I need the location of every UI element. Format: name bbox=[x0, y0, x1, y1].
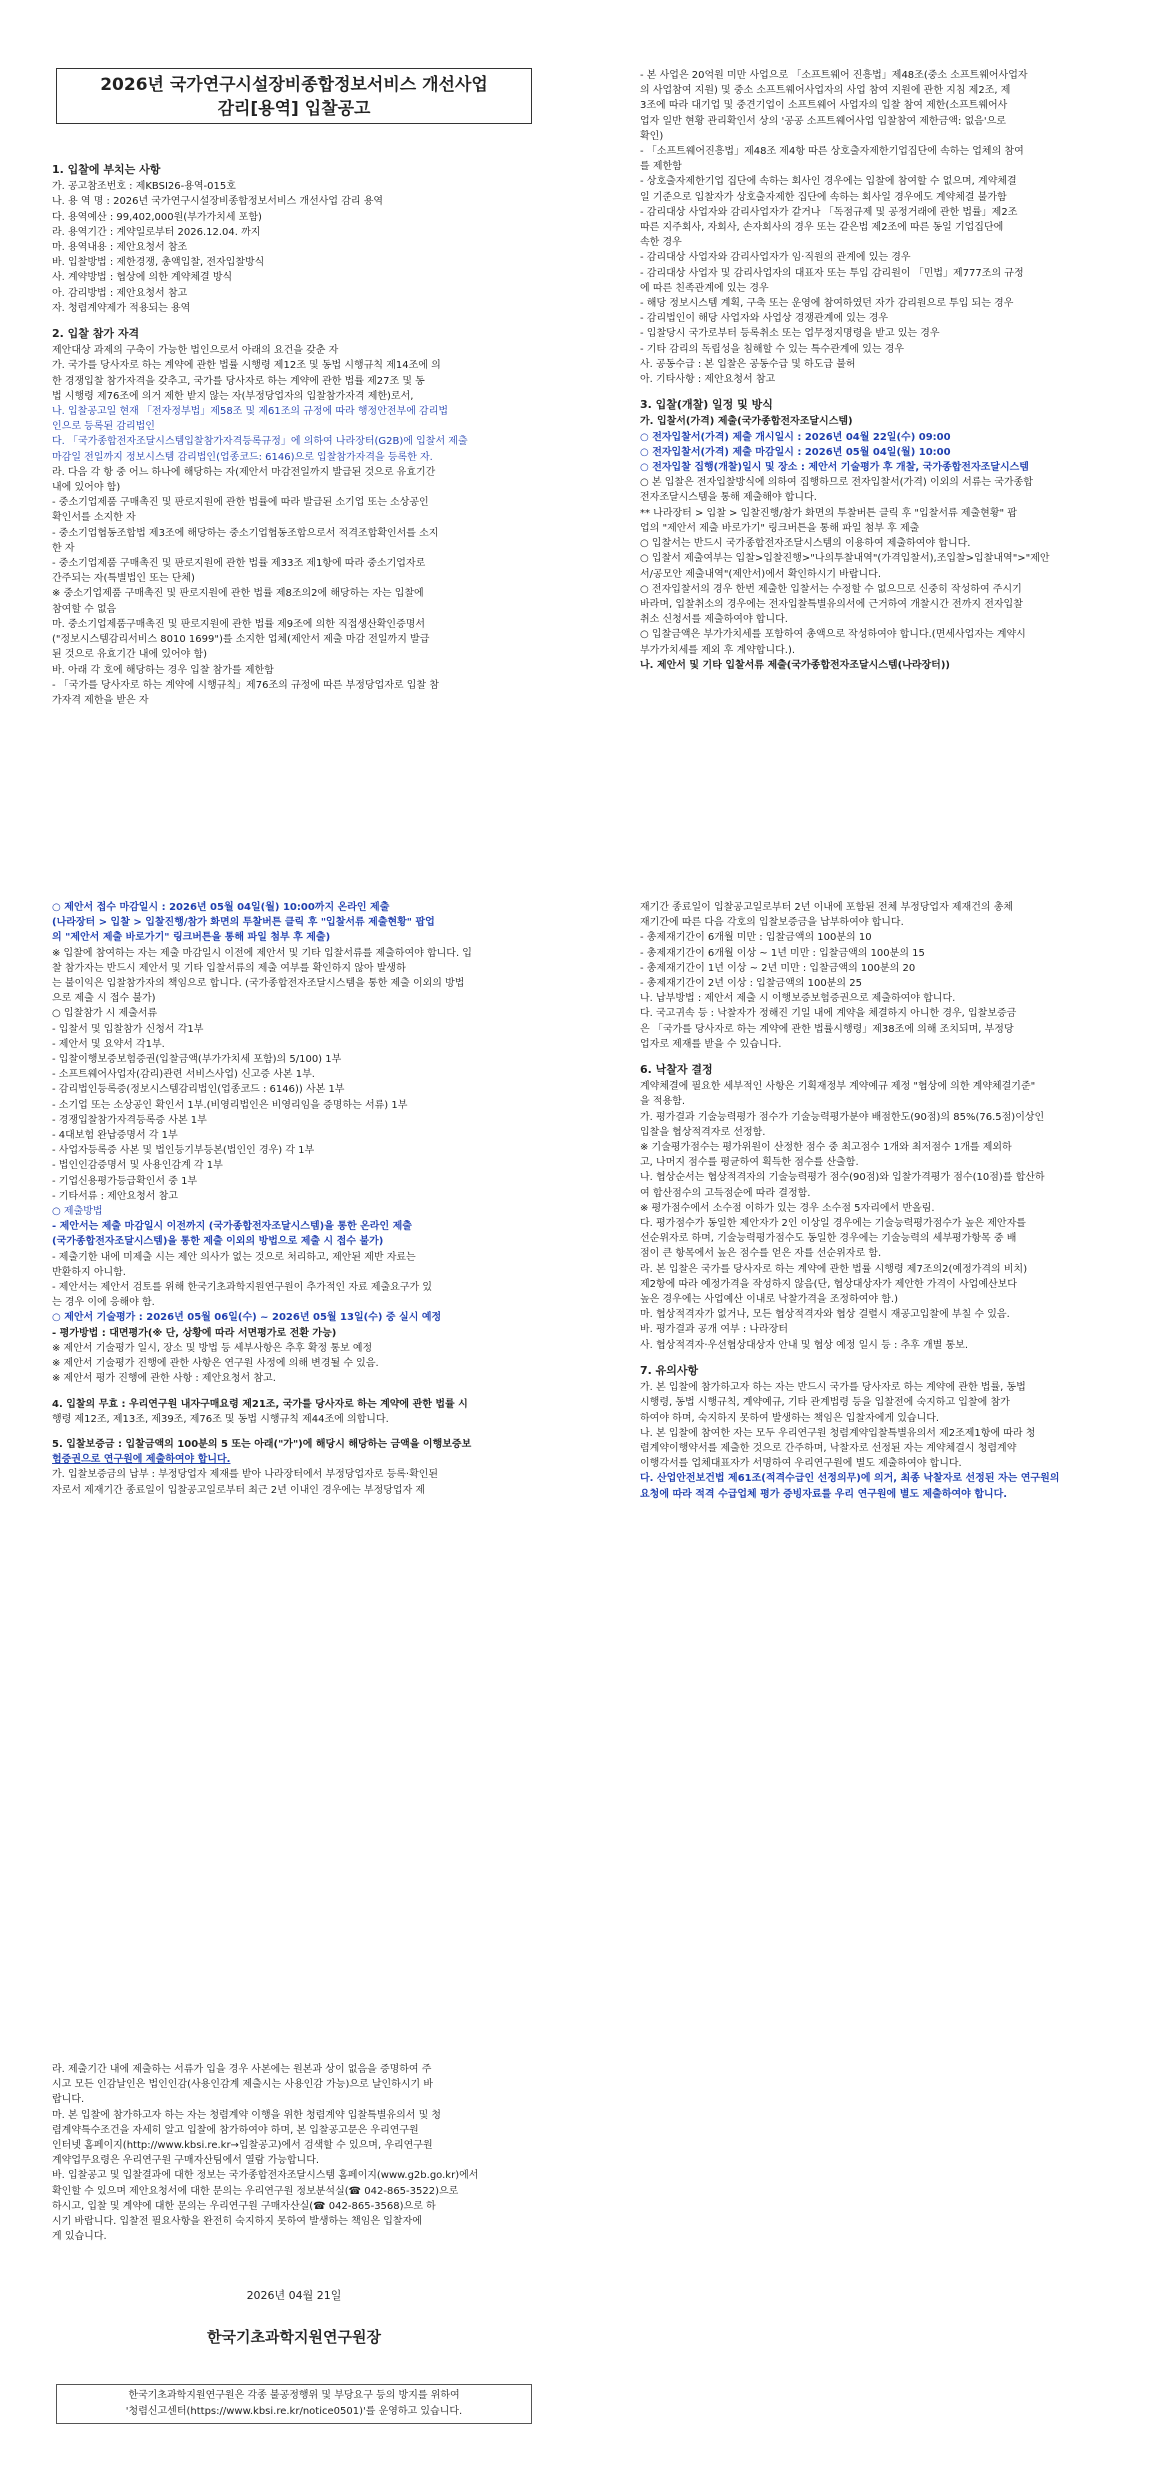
text-line: - 총제재기간이 1년 이상 ~ 2년 미만 : 입찰금액의 100분의 20 bbox=[640, 962, 916, 974]
text-line: 참여할 수 없음 bbox=[52, 603, 117, 615]
text-line: - 사업자등록증 사본 및 법인등기부등본(법인인 경우) 각 1부 bbox=[52, 1145, 315, 1157]
text-line: 나. 협상순서는 협상적격자의 기술능력평가 점수(90점)와 입찰가격평가 점수(10점)를 합산하 bbox=[640, 1172, 1045, 1184]
text-line: 의 사업참여 지원) 및 중소 소프트웨어사업자의 사업 참여 지원에 관한 지침 제2조, 제 bbox=[640, 85, 1011, 97]
text-line: ○ 전자입찰서(가격) 제출 마감일시 : 2026년 05월 04일(월) 10:00 bbox=[640, 446, 951, 458]
text-line: ※ 기술평가점수는 평가위원이 산정한 점수 중 최고점수 1개와 최저점수 1개를 제외하 bbox=[640, 1142, 1012, 1154]
text-line: 가. 공고참조번호 : 제KBSI26-용역-015호 bbox=[52, 181, 236, 193]
text-line: 자로서 제재기간 종료일이 입찰공고일로부터 최근 2년 이내인 경우에는 부정당업자 제 bbox=[52, 1484, 426, 1496]
text-line: 를 제한함 bbox=[640, 161, 682, 173]
text-line: 가. 평가결과 기술능력평가 점수가 기술능력평가분야 배점한도(90점)의 85%(76.5점)이상인 bbox=[640, 1111, 1045, 1123]
text-line: 시고 모든 인감날인은 법인인감(사용인감계 제출시는 사용인감 가능)으로 날인하시기 바 bbox=[52, 2079, 433, 2091]
text-line: 는 경우 이에 응해야 함. bbox=[52, 1297, 155, 1309]
section-heading: 2. 입찰 참가 자격 bbox=[52, 327, 140, 341]
text-line: 점이 큰 항목에서 높은 점수를 얻은 자를 선순위자로 함. bbox=[640, 1248, 882, 1260]
text-line: 취소 신청서를 제출하여야 합니다. bbox=[640, 614, 788, 626]
text-line: ○ 전자입찰 집행(개찰)일시 및 장소 : 제안서 기술평가 후 개찰, 국가종합전자조달시스템 bbox=[640, 462, 1029, 474]
text-line: 아. 감리방법 : 제안요청서 참고 bbox=[52, 287, 188, 299]
text-line: 전자조달시스템을 통해 제출해야 합니다. bbox=[640, 492, 817, 504]
text-line: 업자로 제재를 받을 수 있습니다. bbox=[640, 1038, 782, 1050]
title-line1: 2026년 국가연구시설장비종합정보서비스 개선사업 bbox=[100, 75, 488, 95]
text-line: - 해당 정보시스템 계획, 구축 또는 운영에 참여하였던 자가 감리원으로 투입 되는 경우 bbox=[640, 298, 1014, 310]
text-line: 4. 입찰의 무효 : 우리연구원 내자구매요령 제21조, 국가를 당사자로 하는 계약에 관한 법률 시 bbox=[52, 1398, 468, 1410]
text-line: ※ 제안서 기술평가 진행에 관한 사항은 연구원 사정에 의해 변경될 수 있음. bbox=[52, 1358, 379, 1370]
text-line: - 「소프트웨어진흥법」제48조 제4항 따른 상호출자제한기업집단에 속하는 업체의 참여 bbox=[640, 146, 1024, 158]
section-heading: 1. 입찰에 부치는 사항 bbox=[52, 163, 161, 176]
text-line: - 법인인감증명서 및 사용인감계 각 1부 bbox=[52, 1160, 223, 1172]
text-line: 내에 있어야 함) bbox=[52, 482, 121, 494]
text-line: ** 나라장터 > 입찰 > 입찰진행/참가 화면의 투찰버튼 클릭 후 "입찰서류 제출현황" 팝 bbox=[640, 507, 1017, 519]
text-line: 찰 참가자는 반드시 제안서 및 기타 입찰서류의 제출 여부를 확인하지 않아 발생하 bbox=[52, 962, 406, 974]
text-line: - 제안서 및 요약서 각1부. bbox=[52, 1038, 165, 1050]
text-line: 선순위자로 하며, 기술능력평가점수도 동일한 경우에는 기술능력의 세부평가항목 중 배 bbox=[640, 1233, 1017, 1245]
text-line: - 입찰서 및 입찰참가 신청서 각1부 bbox=[52, 1023, 204, 1035]
text-line: 간주되는 자(특별법인 또는 단체) bbox=[52, 573, 195, 585]
text-line: 가. 본 입찰에 참가하고자 하는 자는 반드시 국가를 당사자로 하는 계약에 관한 법률, 동법 bbox=[640, 1382, 1026, 1394]
text-line: 업자 일반 현황 관리확인서 상의 '공공 소프트웨어사업 입찰참여 제한금액: 없음'으로 bbox=[640, 115, 1006, 127]
text-line: ○ 입찰금액은 부가가치세를 포함하여 총액으로 작성하여야 합니다.(면세사업자는 계약시 bbox=[640, 629, 1026, 641]
text-line: - 상호출자제한기업 집단에 속하는 회사인 경우에는 입찰에 참여할 수 없으며, 계약체결 bbox=[640, 176, 1017, 188]
text-line: 인으로 등록된 감리법인 bbox=[52, 421, 155, 433]
text-line: - 제안서는 제안서 검토를 위해 한국기초과학지원연구원이 추가적인 자료 제출요구가 있 bbox=[52, 1282, 432, 1294]
text-line: 사. 협상적격자·우선협상대상자 안내 및 협상 예정 일시 등 : 추후 개별 통보. bbox=[640, 1339, 969, 1351]
text-line: 마. 중소기업제품구매촉진 및 판로지원에 관한 법률 제9조에 의한 직접생산확인증명서 bbox=[52, 618, 426, 630]
text-line: 렴계약이행약서를 제출한 것으로 간주하며, 낙찰자로 선정된 자는 계약체결시 청렴계약 bbox=[640, 1442, 1017, 1454]
text-line: ○ 제안서 기술평가 : 2026년 05월 06일(수) ~ 2026년 05월 13일(수) 중 실시 예정 bbox=[52, 1312, 442, 1324]
text-line: ○ 전자입찰서(가격) 제출 개시일시 : 2026년 04월 22일(수) 09:00 bbox=[640, 431, 951, 443]
text-line: 사. 계약방법 : 협상에 의한 계약체결 방식 bbox=[52, 272, 233, 284]
text-line: ○ 입찰서 제출여부는 입찰>입찰진행>"나의투찰내역"(가격입찰서),조입찰>입찰내역">"제안 bbox=[640, 553, 1050, 565]
organization-name: 한국기초과학지원연구원장 bbox=[207, 2328, 381, 2346]
text-line: 마. 협상적격자가 없거나, 모든 협상적격자와 협상 결렬시 재공고입찰에 부칠 수 있음. bbox=[640, 1309, 1010, 1321]
text-line: 확인할 수 있으며 제안요청서에 대한 문의는 우리연구원 정보분석실(☎ 042-865-3522)으로 bbox=[52, 2185, 459, 2197]
text-line: 렴계약특수조건을 자세히 알고 입찰에 참가하여야 하며, 본 입찰공고문은 우리연구원 bbox=[52, 2124, 419, 2136]
section-5-7 bbox=[640, 900, 1140, 1502]
text-line: 다. 「국가종합전자조달시스템입찰참가자격등록규정」에 의하여 나라장터(G2B)에 입찰서 제출 bbox=[52, 436, 468, 448]
text-line: - 기업신용평가등급확인서 중 1부 bbox=[52, 1175, 198, 1187]
text-line: - 소프트웨어사업자(감리)관련 서비스사업) 신고증 사본 1부. bbox=[52, 1069, 315, 1081]
integrity-line2: '청렴신고센터(https://www.kbsi.re.kr/notice0501)'를 운영하고 있습니다. bbox=[125, 2406, 463, 2417]
text-line: 라. 본 입찰은 국가를 당사자로 하는 계약에 관한 법률 시행령 제7조의2(예정가격의 비치) bbox=[640, 1263, 1028, 1275]
text-line: - 제안서는 제출 마감일시 이전까지 (국가종합전자조달시스템)을 통한 온라인 제출 bbox=[52, 1221, 412, 1233]
text-line: 바. 입찰방법 : 제한경쟁, 총액입찰, 전자입찰방식 bbox=[52, 257, 265, 269]
text-line: 나. 제안서 및 기타 입찰서류 제출(국가종합전자조달시스템(나라장터)) bbox=[640, 659, 950, 671]
text-line: 가자격 제한을 받은 자 bbox=[52, 694, 149, 706]
text-line: 된 것으로 유효기간 내에 있어야 함) bbox=[52, 649, 208, 661]
text-line: 제2항에 따라 예정가격을 작성하지 않음(단, 협상대상자가 제안한 가격이 사업예산보다 bbox=[640, 1278, 1017, 1290]
text-line: ○ 본 입찰은 전자입찰방식에 의하여 집행하므로 전자입찰서(가격) 이외의 서류는 국가종합 bbox=[640, 477, 1033, 489]
text-line: 한 경쟁입찰 참가자격을 갖추고, 국가를 당사자로 하는 계약에 관한 법률 제27조 및 동 bbox=[52, 375, 425, 387]
text-line: 높은 경우에는 사업예산 이내로 낙찰가격을 조정하여야 함.) bbox=[640, 1294, 898, 1306]
text-line: ○ 전자입찰서의 경우 한번 제출한 입찰서는 수정할 수 없으므로 신중히 작성하여 주시기 bbox=[640, 583, 1022, 595]
integrity-notice bbox=[56, 2384, 532, 2424]
integrity-line1: 한국기초과학지원연구원은 각종 불공정행위 및 부당요구 등의 방지를 위하여 bbox=[128, 2390, 460, 2401]
text-line: - 감리대상 사업자와 감리사업자가 임·직원의 관계에 있는 경우 bbox=[640, 252, 911, 264]
text-line: 은 「국가를 당사자로 하는 계약에 관한 법률시행령」제38조에 의해 조치되며, 부정당 bbox=[640, 1023, 1014, 1035]
text-line: 일 기준으로 입찰자가 상호출자제한 집단에 속하는 회사일 경우에도 계약체결 불가함 bbox=[640, 191, 1007, 203]
text-line: 나. 입찰공고일 현재 「전자정부법」제58조 및 제61조의 규정에 따라 행정안전부에 감리법 bbox=[52, 406, 449, 418]
text-line: 제안대상 과제의 구축이 가능한 법인으로서 아래의 요건을 갖춘 자 bbox=[52, 345, 339, 357]
text-line: 마감일 전일까지 정보시스템 감리법인(업종코드: 6146)으로 입찰참가자격을 등록한 자. bbox=[52, 451, 433, 463]
text-line: 사. 공동수급 : 본 입찰은 공동수급 및 하도급 불허 bbox=[640, 358, 856, 370]
text-line: 다. 평가점수가 동일한 제안자가 2인 이상일 경우에는 기술능력평가점수가 높은 제안자를 bbox=[640, 1218, 1026, 1230]
text-line: 을 적용함. bbox=[640, 1096, 685, 1108]
text-line: - 입찰당시 국가로부터 등록취소 또는 업무정지명령을 받고 있는 경우 bbox=[640, 328, 940, 340]
section-7-cont bbox=[52, 2062, 552, 2244]
text-line: 다. 산업안전보건법 제61조(적격수급인 선정의무)에 의거, 최종 낙찰자로 선정된 자는 연구원의 bbox=[640, 1473, 1060, 1485]
text-line: 재기간에 따른 다음 각호의 입찰보증금을 납부하여야 합니다. bbox=[640, 917, 904, 929]
text-line: 업의 "제안서 제출 바로가기" 링크버튼을 통해 파일 첨부 후 제출 bbox=[640, 522, 920, 534]
text-line: - 본 사업은 20억원 미만 사업으로 「소프트웨어 진흥법」제48조(중소 소프트웨어사업자 bbox=[640, 70, 1028, 81]
text-line: - 감리법인이 해당 사업자와 사업상 경쟁관계에 있는 경우 bbox=[640, 313, 889, 325]
text-line: 라. 용역기간 : 계약일로부터 2026.12.04. 까지 bbox=[52, 226, 261, 238]
text-line: 으로 제출 시 접수 불가) bbox=[52, 993, 156, 1005]
text-line: - 총제재기간이 6개월 이상 ~ 1년 미만 : 입찰금액의 100분의 15 bbox=[640, 947, 925, 959]
text-line: 3조에 따라 대기업 및 중견기업이 소프트웨어 사업자의 입찰 참여 제한(소프트웨어사 bbox=[640, 100, 1008, 112]
text-line: ※ 평가점수에서 소수점 이하가 있는 경우 소수점 5자리에서 반올림. bbox=[640, 1202, 935, 1214]
section-2-3 bbox=[640, 68, 1140, 673]
text-line: (나라장터 > 입찰 > 입찰진행/참가 화면의 투찰버튼 클릭 후 "입찰서류 제출현황" 팝업 bbox=[52, 917, 435, 929]
text-line: 고, 나머지 점수를 평균하여 획득한 점수를 산출함. bbox=[640, 1157, 859, 1169]
text-line: 확인) bbox=[640, 130, 664, 142]
text-line: 아. 기타사항 : 제안요청서 참고 bbox=[640, 374, 776, 386]
text-line: 랍니다. bbox=[52, 2094, 85, 2106]
text-line: 속한 경우 bbox=[640, 237, 682, 249]
text-line: 바. 아래 각 호에 해당하는 경우 입찰 참가를 제한함 bbox=[52, 664, 274, 676]
text-line: 나. 납부방법 : 제안서 제출 시 이행보증보험증권으로 제출하여야 합니다. bbox=[640, 993, 956, 1005]
text-line: 가. 국가를 당사자로 하는 계약에 관한 법률 시행령 제12조 및 동법 시행규칙 제14조에 의 bbox=[52, 360, 441, 372]
text-line: (국가종합전자조달시스템)을 통한 제출 이외의 방법으로 제출 시 접수 불가) bbox=[52, 1236, 384, 1248]
text-line: 에 따른 친족관계에 있는 경우 bbox=[640, 282, 769, 294]
text-line: 반환하지 아니함. bbox=[52, 1266, 126, 1278]
text-line: 는 불이익은 입찰참가자의 책임으로 합니다. (국가종합전자조달시스템을 통한 제출 이외의 방법 bbox=[52, 978, 465, 990]
text-line: 라. 다음 각 항 중 어느 하나에 해당하는 자(제안서 마감전일까지 발급된 것으로 유효기간 bbox=[52, 466, 436, 478]
text-line: 한 자 bbox=[52, 542, 75, 554]
text-line: ○ 입찰서는 반드시 국가종합전자조달시스템의 이용하여 제출하여야 합니다. bbox=[640, 538, 971, 550]
text-line: - 「국가를 당사자로 하는 계약에 시행규칙」제76조의 규정에 따른 부정당업자로 입찰 참 bbox=[52, 679, 439, 691]
section-heading: 6. 낙찰자 결정 bbox=[640, 1063, 713, 1077]
text-line: - 4대보험 완납증명서 각 1부 bbox=[52, 1130, 178, 1142]
text-line: 험증권으로 연구원에 제출하여야 합니다. bbox=[52, 1454, 231, 1466]
text-line: - 중소기업제품 구매촉진 및 판로지원에 관한 법률 제33조 제1항에 따라 중소기업자로 bbox=[52, 558, 426, 570]
text-line: ("정보시스템감리서비스 8010 1699")를 소지한 업체(제안서 제출 마감 전일까지 발급 bbox=[52, 634, 430, 646]
text-line: - 감리대상 사업자 및 감리사업자의 대표자 또는 투입 감리원이 「민법」제777조의 규정 bbox=[640, 267, 1024, 279]
text-line: 시기 바랍니다. 입찰전 필요사항을 완전히 숙지하지 못하여 발생하는 책임은 입찰자에 bbox=[52, 2216, 422, 2228]
text-line: 계약체결에 필요한 세부적인 사항은 기획재정부 계약예규 제정 "협상에 의한 계약체결기준" bbox=[640, 1081, 1036, 1093]
text-line: 확인서를 소지한 자 bbox=[52, 512, 136, 524]
text-line: - 감리대상 사업자와 감리사업자가 같거나 「독점규제 및 공정거래에 관한 법률」제2조 bbox=[640, 206, 1018, 218]
text-line: ※ 제안서 평가 진행에 관한 사항 : 제안요청서 참고. bbox=[52, 1373, 276, 1385]
text-line: 가. 입찰보증금의 납부 : 부정당업자 제재를 받아 나라장터에서 부정당업자로 등록·확인된 bbox=[52, 1469, 439, 1481]
text-line: 계약업무요령은 우리연구원 구매자산팀에서 열람 가능합니다. bbox=[52, 2155, 320, 2167]
text-line: ○ 제출방법 bbox=[52, 1206, 103, 1218]
text-line: 나. 본 입찰에 참여한 자는 모두 우리연구원 청렴계약입찰특별유의서 제2조제1항에 따라 청 bbox=[640, 1427, 1036, 1439]
text-line: - 소기업 또는 소상공인 확인서 1부.(비영리법인은 비영리임을 증명하는 서류) 1부 bbox=[52, 1099, 408, 1111]
section-heading: 3. 입찰(개찰) 일정 및 방식 bbox=[640, 398, 773, 412]
section-3-5 bbox=[52, 900, 552, 1498]
text-line: 법 시행령 제76조에 의거 제한 받지 않는 자(부정당업자의 입찰참가자격 제한)로서, bbox=[52, 390, 414, 402]
text-line: - 총제재기간이 2년 이상 : 입찰금액의 100분의 25 bbox=[640, 978, 862, 990]
text-line: 다. 국고귀속 등 : 낙찰자가 정해진 기일 내에 계약을 체결하지 아니한 경우, 입찰보증금 bbox=[640, 1008, 1017, 1020]
text-line: - 총제재기간이 6개월 미만 : 입찰금액의 100분의 10 bbox=[640, 932, 872, 944]
text-line: 다. 용역예산 : 99,402,000원(부가가치세 포함) bbox=[52, 211, 262, 223]
text-line: 가. 입찰서(가격) 제출(국가종합전자조달시스템) bbox=[640, 416, 853, 428]
text-line: 서/공모안 제출내역"(제안서)에서 확인하시기 바랍니다. bbox=[640, 568, 882, 580]
text-line: 게 있습니다. bbox=[52, 2231, 107, 2243]
text-line: - 기타 감리의 독립성을 침해할 수 있는 특수관계에 있는 경우 bbox=[640, 343, 905, 355]
text-line: 따른 지주회사, 자회사, 손자회사의 경우 또는 같은법 제2조에 따른 동일 기업집단에 bbox=[640, 222, 1004, 234]
text-line: 여 합산점수의 고득점순에 따라 결정함. bbox=[640, 1187, 811, 1199]
title-line2: 감리[용역] 입찰공고 bbox=[217, 99, 371, 119]
text-line: 하여야 하며, 숙지하지 못하여 발생하는 책임은 입찰자에게 있습니다. bbox=[640, 1412, 940, 1424]
text-line: ○ 제안서 접수 마감일시 : 2026년 05월 04일(월) 10:00까지 온라인 제출 bbox=[52, 902, 390, 913]
text-line: - 중소기업제품 구매촉진 및 판로지원에 관한 법률에 따라 발급된 소기업 또는 소상공인 bbox=[52, 497, 429, 509]
text-line: 라. 제출기간 내에 제출하는 서류가 입을 경우 사본에는 원본과 상이 없음을 증명하여 주 bbox=[52, 2064, 432, 2075]
text-line: - 경쟁입찰참가자격등록증 사본 1부 bbox=[52, 1114, 207, 1126]
text-line: ※ 중소기업제품 구매촉진 및 판로지원에 관한 법률 제8조의2에 해당하는 자는 입찰에 bbox=[52, 588, 424, 600]
text-line: 마. 본 입찰에 참가하고자 하는 자는 청렴계약 이행을 위한 청렴계약 입찰특별유의서 및 청 bbox=[52, 2109, 442, 2121]
text-line: 나. 용 역 명 : 2026년 국가연구시설장비종합정보서비스 개선사업 감리 용역 bbox=[52, 196, 384, 208]
text-line: 입찰을 협상적격자로 선정함. bbox=[640, 1126, 766, 1138]
notice-title bbox=[56, 68, 532, 124]
text-line: 재기간 종료일이 입찰공고일로부터 2년 이내에 포함된 전체 부정당업자 제재건의 총체 bbox=[640, 902, 1014, 913]
text-line: 행령 제12조, 제13조, 제39조, 제76조 및 동법 시행규칙 제44조에 의합니다. bbox=[52, 1413, 389, 1425]
text-line: 부가가치세를 제외 후 계약합니다.). bbox=[640, 644, 796, 656]
text-line: ※ 제안서 기술평가 일시, 장소 및 방법 등 세부사항은 추후 확정 통보 예정 bbox=[52, 1342, 373, 1354]
text-line: - 기타서류 : 제안요청서 참고 bbox=[52, 1190, 178, 1202]
text-line: - 평가방법 : 대면평가(※ 단, 상황에 따라 서면평가로 전환 가능) bbox=[52, 1327, 337, 1339]
text-line: 자. 청렴계약제가 적용되는 용역 bbox=[52, 302, 191, 314]
notice-date: 2026년 04월 21일 bbox=[246, 2289, 342, 2302]
text-line: 바. 입찰공고 및 입찰결과에 대한 정보는 국가종합전자조달시스템 홈페이지(www.g2b.go.kr)에서 bbox=[52, 2170, 479, 2182]
text-line: - 중소기업협동조합법 제3조에 해당하는 중소기업협동조합으로서 적격조합확인서를 소지 bbox=[52, 527, 439, 539]
section-heading: 7. 유의사항 bbox=[640, 1363, 699, 1377]
text-line: 이행각서를 업체대표자가 서명하여 우리연구원에 별도 제출하여야 합니다. bbox=[640, 1458, 962, 1470]
text-line: ○ 입찰참가 시 제출서류 bbox=[52, 1008, 158, 1020]
text-line: 의 "제안서 제출 바로가기" 링크버튼을 통해 파일 첨부 후 제출) bbox=[52, 932, 331, 944]
text-line: - 제출기한 내에 미제출 시는 제안 의사가 없는 것으로 처리하고, 제안된 제반 자료는 bbox=[52, 1251, 416, 1263]
text-line: 인터넷 홈페이지(http://www.kbsi.re.kr→입찰공고)에서 검색할 수 있으며, 우리연구원 bbox=[52, 2140, 433, 2152]
text-line: - 입찰이행보증보험증권(입찰금액(부가가치세 포함)의 5/100) 1부 bbox=[52, 1054, 342, 1066]
text-line: - 감리법인등록증(정보시스템감리법인(업종코드 : 6146)) 사본 1부 bbox=[52, 1084, 345, 1096]
text-line: 바라며, 입찰취소의 경우에는 전자입찰특별유의서에 근거하여 개찰시간 전까지 전자입찰 bbox=[640, 598, 1023, 610]
text-line: 하시고, 입찰 및 계약에 대한 문의는 우리연구원 구매자산실(☎ 042-865-3568)으로 하 bbox=[52, 2200, 436, 2212]
text-line: ※ 입찰에 참여하는 자는 제출 마감일시 이전에 제안서 및 기타 입찰서류를 제출하여야 합니다. 입 bbox=[52, 947, 472, 959]
text-line: 마. 용역내용 : 제안요청서 참조 bbox=[52, 242, 188, 254]
text-line: 요청에 따라 적격 수급업체 평가 증빙자료를 우리 연구원에 별도 제출하여야 합니다. bbox=[640, 1488, 1008, 1500]
text-line: 5. 입찰보증금 : 입찰금액의 100분의 5 또는 아래("가")에 해당시 해당하는 금액을 이행보증보 bbox=[52, 1438, 472, 1450]
text-line: 시행령, 동법 시행규칙, 계약예규, 기타 관계법령 등을 입찰전에 숙지하고 입찰에 참가 bbox=[640, 1397, 1010, 1409]
section-1-2 bbox=[52, 152, 540, 708]
text-line: 바. 평가결과 공개 여부 : 나라장터 bbox=[640, 1324, 789, 1336]
